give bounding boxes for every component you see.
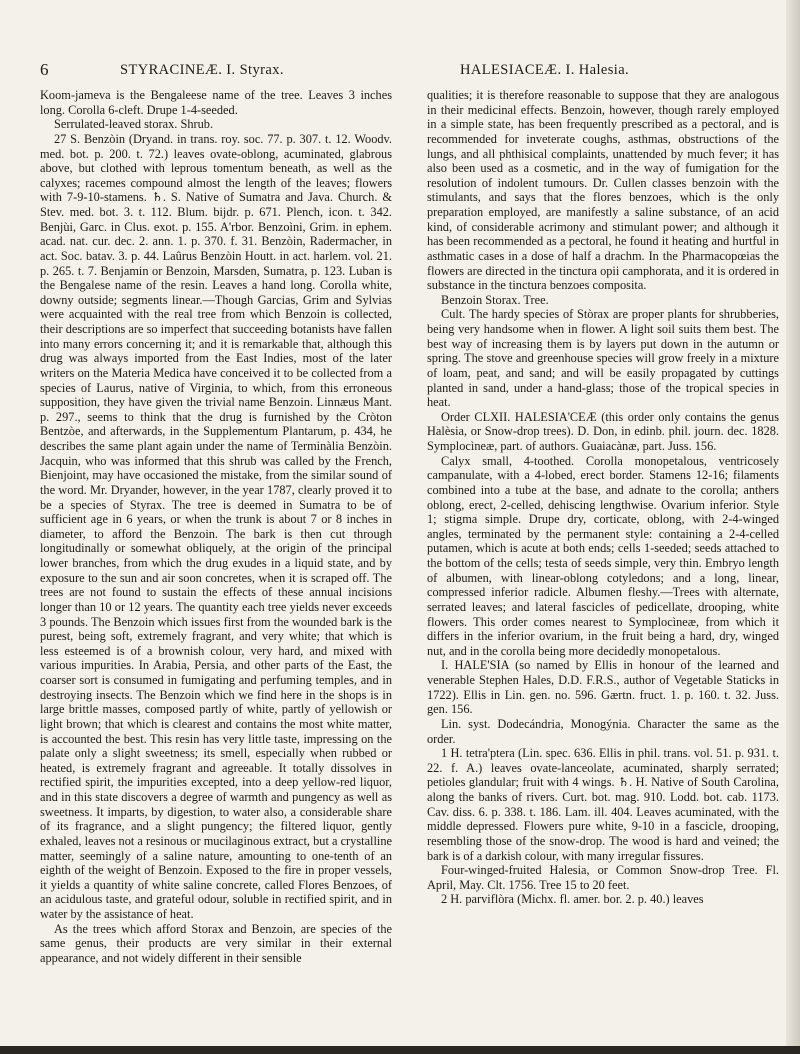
paragraph-halesia-parviflora: 2 H. parviflòra (Michx. fl. amer. bor. 2. p. 40.) leaves [441, 892, 704, 907]
paragraph-cultivation: Cult. The hardy species of Stòrax are proper plants for shrubberies, being very handsome when in flower. A light soil suits them best. The best way of increasing them is by layers put down in the autumn or spring. The stove and greenhouse species will grow freely in a mixture of loam, peat, and sand; and will be easily propagated by cuttings planted in sand, under a hand-glass; those of the tropical species in heat. [427, 307, 779, 410]
paragraph-order-halesiaceae: Order CLXII. HALESIA'CEÆ (this order only contains the genus Halèsia, or Snow-drop trees). D. Don, in edinb. phil. journ. dec. 1828. Symplocìneæ, part. of authors. Guaiacànæ, part. Juss. 156. [427, 409, 779, 453]
header-left-title: STYRACINEÆ. I. Styrax. [120, 62, 284, 78]
paragraph-linnaean-system: Lin. syst. Dodecándria, Monogýnia. Character the same as the order. [427, 716, 779, 746]
paragraph-four-winged-halesia: Four-winged-fruited Halesia, or Common Snow-drop Tree. Fl. April, May. Clt. 1756. Tree 15 to 20 feet. [427, 863, 779, 892]
paragraph-styrax-benzoin: 27 S. Benzòin (Dryand. in trans. roy. soc. 77. p. 307. t. 12. Woodv. med. bot. p. 200. t. 72.) leaves ovate-oblong, acuminated, glabrous above, but clothed with leprous tomentum beneath, as well as the calyxes; racemes compound almost the length of the leaves; flowers with 7-9-10-stamens. ♄. S. Native of Sumatra and Java. Church. & Stev. med. bot. 3. t. 112. Blum. bijdr. p. 671. Plench, icon. t. 342. Benjùi, Garc. in Clus. exot. p. 155. A'rbor. Benzoìni, Grim. in ephem. acad. nat. cur. dec. 2. ann. 1. p. 370. f. 31. Benzòin, Radermacher, in act. Soc. batav. 3. p. 44. Laûrus Benzòin Houtt. in act. harlem. vol. 21. p. 265. t. 7. Benjamin or Benzoin, Marsden, Sumatra, p. 123. Luban is the Bengalese name of the resin. Leaves a hand long. Corolla white, downy outside; segments linear.—Though Garcias, Grim and Sylvias were acquainted with the real tree from which Benzoin is collected, their descriptions are so imperfect that succeeding botanists have fallen into many errors concerning it; and it is remarkable that, although this drug was always imported from the East Indies, most of the later writers on the Materia Medica have conceived it to be collected from a species of Laurus, native of Virginia, to which, from this erroneous supposition, they have given the trivial name Benzoin. Linnæus Mant. p. 297., seems to think that the drug is furnished by the Cròton Bentzòe, and afterwards, in the Supplementum Plantarum, p. 434, he describes the same plant again under the name of Terminàlia Benzòin. Jacquin, who was informed that this shrub was called by the French, Bienjoint, may have occasioned the mistake, from the similar sound of the word. Mr. Dryander, however, in the year 1787, clearly proved it to be a species of Styrax. The tree is deemed in Sumatra to be of sufficient age in 6 years, or when the trunk is about 7 or 8 inches in diameter, to afford the Benzoin. The bark is then cut through longitudinally or somewhat obliquely, at the origin of the principal lower branches, from which the drug exudes in a liquid state, and by exposure to the sun and air soon concretes, when it is scraped off. The trees are not found to sustain the effects of these annual incisions longer than 10 or 12 years. The quantity each tree yields never exceeds 3 pounds. The Benzoin which issues first from the wounded bark is the purest, being soft, extremely fragrant, and very white; that which is less esteemed is of a brownish colour, very hard, and mixed with various impurities. In Arabia, Persia, and other parts of the East, the coarser sort is consumed in fumigating and perfuming temples, and in destroying insects. The Benzoin which we find here in the shops is in large brittle masses, composed partly of white, partly of yellowish or light brown; that which is clearest and contains the most white matter, is accounted the best. This resin has very little taste, impressing on the palate only a slight sweetness; its smell, especially when rubbed or heated, is extremely fragrant and agreeable. It totally dissolves in rectified spirit, the impurities excepted, into a deep yellow-red liquor, and in this state discovers a degree of warmth and pungency as well as sweetness. It imparts, by digestion, to water also, a considerable share of its fragrance, and a slight pungency; the filtered liquor, gently exhaled, leaves not a resinous or mucilaginous extract, but a crystalline matter, seemingly of a saline nature, amounting to one-tenth of an eighth of the weight of Benzoin. Exposed to the fire in proper vessels, it yields a quantity of white saline concrete, called Flores Benzoes, of an acidulous taste, and grateful odour, soluble in rectified spirit, and in water by the assistance of heat. [40, 131, 393, 921]
running-header [40, 62, 780, 82]
right-column [427, 88, 779, 907]
paragraph-order-characters: Calyx small, 4-toothed. Corolla monopetalous, ventricosely campanulate, with a 4-lobed, erect border. Stamens 12-16; filaments combined into a tube at the base, and adnate to the corolla; anthers oblong, erect, 2-celled, dehiscing lengthwise. Ovarium inferior. Style 1; stigma simple. Drupe dry, corticate, oblong, with 2-4-winged angles, terminated by the permanent style: containing a 2-4-celled putamen, which is acute at both ends; cells 1-seeded; seeds attached to the bottom of the cells; testa of seeds simple, very thin. Embryo length of albumen, with linear-oblong cotyledons; and a long, linear, compressed inferior radicle. Albumen fleshy.—Trees with alternate, serrated leaves; and lateral fascicles of pedicellate, drooping, white flowers. This order comes nearest to Symplocìneæ, from which it differs in the inferior ovarium, in the fruit being a hard, dry, winged nut, and in the corolla being more decidedly monopetalous. [427, 453, 779, 658]
paragraph-halesia-tetraptera: 1 H. tetra'ptera (Lin. spec. 636. Ellis in phil. trans. vol. 51. p. 931. t. 22. f. A.) leaves ovate-lanceolate, acuminated, sharply serrated; petioles glandular; fruit with 4 wings. ♄. H. Native of South Carolina, along the banks of rivers. Curt. bot. mag. 910. Lodd. bot. cab. 1173. Cav. diss. 6. p. 338. t. 186. Lam. ill. 404. Leaves acuminated, with the middle depressed. Flowers pure white, 9-10 in a fascicle, drooping, resembling those of the snow-drop. The wood is hard and veined; the bark is of a darkish colour, with many irregular fissures. [427, 746, 779, 863]
paragraph-benzoin-storax-tree: Benzoin Storax. Tree. [441, 292, 549, 307]
paragraph-genus-halesia: I. HALE'SIA (so named by Ellis in honour of the learned and venerable Stephen Hales, D.D. F.R.S., author of Vegetable Staticks in 1722). Ellis in Lin. gen. no. 596. Gærtn. fruct. 1. p. 160. t. 32. Juss. gen. 156. [427, 658, 779, 717]
header-right-title: HALESIACEÆ. I. Halesia. [460, 62, 630, 78]
page-number: 6 [40, 60, 49, 79]
paragraph-medicinal-qualities: qualities; it is therefore reasonable to suppose that they are analogous in their medicinal effects. Benzoin, however, though rarely employed in a simple state, has been frequently prescribed as a pectoral, and is recommended for inveterate coughs, asthmas, obstructions of the lungs, and all phthisical complaints, unattended by much fever; it has also been used as a cosmetic, and in the way of fumigation for the resolution of indolent tumours. Dr. Cullen classes benzoin with the stimulants, and says that the flores benzoes, which is the only preparation employed, are manifestly a saline substance, of an acid kind, of considerable acrimony and stimulant power; and although it has been recommended as a pectoral, he found it heating and hurtful in asthmatic cases in a dose of half a drachm. In the Pharmacopœias the flowers are directed in the tinctura opii camphorata, and it is ordered in substance in the tinctura benzoes composita. [427, 88, 779, 293]
page-edge-bottom [0, 1046, 800, 1054]
paragraph-storax-benzoin-comparison: As the trees which afford Storax and Benzoin, are species of the same genus, their products are very similar in their external appearance, and not widely different in their sensible [40, 921, 392, 965]
paragraph-koom-jameva: Koom-jameva is the Bengaleese name of the tree. Leaves 3 inches long. Corolla 6-cleft. Drupe 1-4-seeded. [40, 88, 392, 117]
paragraph-serrulated-storax: Serrulated-leaved storax. Shrub. [54, 117, 214, 132]
page-edge-right [786, 0, 800, 1054]
left-column [40, 88, 392, 966]
